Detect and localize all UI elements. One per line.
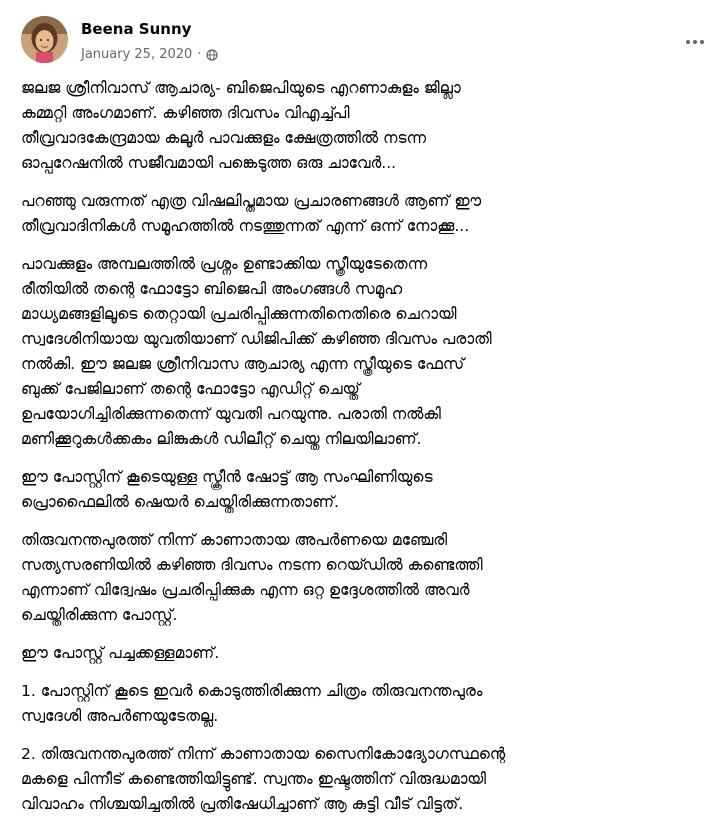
post-paragraph: തിരുവനന്തപുരത്ത് നിന്ന് കാണാതായ അപർണയെ മഞ്ചേരി സത്യസരണിയിൽ കഴിഞ്ഞ ദിവസം നടന്ന റെയ്ഡിൽ കണ്ടെത്തി എന്നാണ് വിദ്വേഷം പ്രചരിപ്പിക്കുക എന്ന ഒറ്റ ഉദ്ദേശത്തിൽ അവർ ചെയ്തിരിക്കുന്ന പോസ്റ്റ്. bbox=[21, 531, 483, 624]
more-horizontal-icon bbox=[685, 39, 705, 45]
author-name[interactable]: Beena Sunny bbox=[81, 20, 192, 38]
globe-icon[interactable] bbox=[206, 49, 218, 61]
post-paragraph: 1. പോസ്റ്റിന് കൂടെ ഇവർ കൊടുത്തിരിക്കുന്ന ചിത്രം തിരുവനന്തപുരം സ്വദേശി അപർണയുടേതല്ല. bbox=[21, 682, 483, 725]
post-meta bbox=[81, 47, 218, 62]
post-paragraph: പറഞ്ഞു വരുന്നത് എത്ര വിഷലിപ്തമായ പ്രചാരണങ്ങൾ ആണ് ഈ തീവ്രവാദിനികൾ സമൂഹത്തിൽ നടത്തുന്നത് എന്ന് ഒന്ന് നോക്കൂ... bbox=[21, 192, 482, 235]
avatar[interactable] bbox=[21, 16, 68, 63]
avatar-image-icon bbox=[21, 16, 68, 63]
post-content bbox=[21, 76, 706, 830]
meta-separator: · bbox=[197, 47, 202, 62]
post-date[interactable]: January 25, 2020 bbox=[81, 47, 193, 62]
post-paragraph: പാവക്കുളം അമ്പലത്തിൽ പ്രശ്നം ഉണ്ടാക്കിയ സ്ത്രീയുടേതെന്ന രീതിയിൽ തന്റെ ഫോട്ടോ ബിജെപി അംഗങ്ങൾ സമൂഹ മാധ്യമങ്ങളിലൂടെ തെറ്റായി പ്രചരിപ്പിക്കുന്നതിനെതിരെ ചെറായി സ്വദേശിനിയായ യുവതിയാണ് ഡിജിപിക്ക് കഴിഞ്ഞ ദിവസം പരാതി നൽകി. ഈ ജലജ ശ്രീനിവാസ ആചാര്യ എന്ന സ്ത്രീയുടെ ഫേസ് ബുക്ക് പേജിലാണ് തന്റെ ഫോട്ടോ എഡിറ്റ് ചെയ്ത് ഉപയോഗിച്ചിരിക്കുന്നതെന്ന് യുവതി പറയുന്നു. പരാതി നൽകി മണിക്കൂറുകൾക്കകം ലിങ്കുകൾ ഡിലീറ്റ് ചെയ്ത നിലയിലാണ്. bbox=[21, 255, 492, 448]
post-paragraph: ജലജ ശ്രീനിവാസ് ആചാര്യ- ബിജെപിയുടെ എറണാകുളം ജില്ലാ കമ്മറ്റി അംഗമാണ്. കഴിഞ്ഞ ദിവസം വിഎച്ച്പി തീവ്രവാദകേന്ദ്രമായ കലൂർ പാവക്കുളം ക്ഷേത്രത്തിൽ നടന്ന ഓപ്പറേഷനിൽ സജീവമായി പങ്കെടുത്ത ഒരു ചാവേർ... bbox=[21, 79, 461, 172]
more-options-button[interactable] bbox=[683, 34, 707, 50]
post-paragraph: 2. തിരുവനന്തപുരത്ത് നിന്ന് കാണാതായ സൈനികോദ്യോഗസ്ഥന്റെ മകളെ പിന്നീട് കണ്ടെത്തിയിട്ടുണ്ട്. സ്വന്തം ഇഷ്ടത്തിന് വിരുദ്ധമായി വിവാഹം നിശ്ചയിച്ചതിൽ പ്രതിഷേധിച്ചാണ് ആ കുട്ടി വീട് വിട്ടത്. bbox=[21, 745, 506, 813]
post-paragraph: ഈ പോസ്റ്റിന് കൂടെയുള്ള സ്ക്രീൻ ഷോട്ട് ആ സംഘിണിയുടെ പ്രൊഫൈലിൽ ഷെയർ ചെയ്തിരിക്കുന്നതാണ്. bbox=[21, 468, 433, 511]
post-paragraph: ഈ പോസ്റ്റ് പച്ചക്കള്ളമാണ്. bbox=[21, 644, 220, 662]
post-header bbox=[21, 16, 707, 70]
